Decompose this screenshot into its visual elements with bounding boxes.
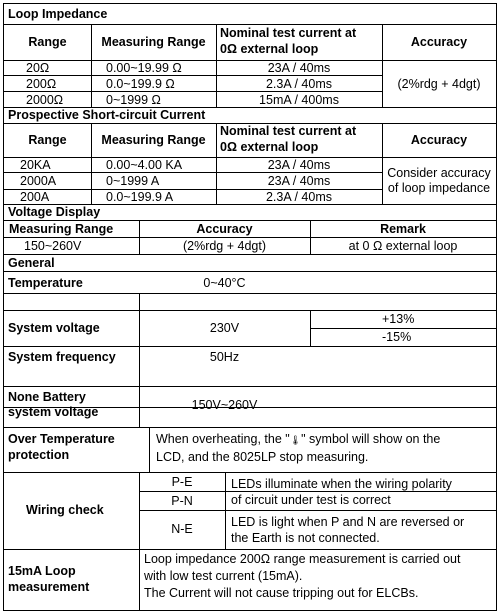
- text-over-temperature-line2: LCD, and the 8025LP stop measuring.: [156, 450, 369, 464]
- value-system-voltage: 230V: [209, 321, 240, 335]
- rule: [4, 237, 496, 238]
- cell-remark: at 0 Ω external loop: [348, 239, 458, 253]
- cell-range: 20KA: [20, 158, 51, 172]
- cell-range: 2000A: [20, 174, 57, 188]
- ot-text-a: When overheating, the ": [156, 432, 290, 446]
- label-system-voltage: System voltage: [8, 321, 100, 335]
- header-nominal-line2: 0Ω external loop: [220, 42, 319, 56]
- label-wiring-check: Wiring check: [26, 503, 104, 517]
- cell-current: 15mA / 400ms: [259, 93, 339, 107]
- cell-measuring: 0~1999 Ω: [106, 93, 161, 107]
- rule: [4, 24, 496, 25]
- cell-accuracy: (2%rdg + 4dgt): [397, 77, 481, 91]
- cell-measuring: 0.0~199.9 Ω: [106, 77, 175, 91]
- text-15ma-line2: with low test current (15mA).: [144, 569, 303, 583]
- rule: [4, 346, 496, 347]
- value-none-battery: 150V~260V: [191, 398, 258, 412]
- wiring-pe: P-E: [171, 475, 193, 489]
- rule: [4, 386, 496, 387]
- wiring-led2-line1: LED is light when P and N are reversed or: [231, 515, 465, 529]
- thermometer-icon: 🌡: [289, 435, 302, 445]
- cell-accuracy-line1: Consider accuracy: [387, 166, 491, 180]
- cell-measuring: 0.00~19.99 Ω: [106, 61, 182, 75]
- label-over-temperature-line1: Over Temperature: [8, 432, 115, 446]
- header-range: Range: [28, 133, 67, 147]
- cell-measuring: 0.00~4.00 KA: [106, 158, 183, 172]
- cell-current: 2.3A / 40ms: [265, 190, 332, 204]
- wiring-led1-line1: LEDs illuminate when the wiring polarity: [231, 477, 452, 491]
- rule: [4, 310, 496, 311]
- cell-measuring: 0.0~199.9 A: [106, 190, 174, 204]
- value-system-frequency: 50Hz: [209, 350, 240, 364]
- rule: [310, 310, 311, 346]
- rule: [4, 220, 496, 221]
- rule: [4, 549, 496, 550]
- text-over-temperature-line1: [156, 432, 440, 448]
- header-nominal-line1: Nominal test current at: [220, 124, 357, 138]
- cell-current: 23A / 40ms: [267, 158, 331, 172]
- cell-measuring: 0~1999 A: [106, 174, 160, 188]
- rule: [4, 472, 496, 473]
- rule: [225, 472, 226, 549]
- value-tolerance-minus: -15%: [382, 330, 412, 344]
- spec-table: [3, 3, 497, 611]
- section-title-voltage: Voltage Display: [8, 205, 101, 219]
- wiring-led1-line2: of circuit under test is correct: [231, 493, 391, 507]
- header-accuracy: Accuracy: [410, 35, 468, 49]
- rule: [139, 510, 496, 511]
- cell-range: 200Ω: [26, 77, 57, 91]
- header-measuring-range: Measuring Range: [101, 35, 206, 49]
- rule: [310, 328, 496, 329]
- cell-range: 2000Ω: [26, 93, 64, 107]
- header-remark: Remark: [380, 222, 426, 236]
- header-measuring-range: Measuring Range: [101, 133, 206, 147]
- cell-range: 150~260V: [24, 239, 82, 253]
- header-nominal-line2: 0Ω external loop: [220, 140, 319, 154]
- header-accuracy: Accuracy: [196, 222, 253, 236]
- cell-current: 2.3A / 40ms: [265, 77, 332, 91]
- rule: [4, 427, 496, 428]
- cell-range: 20Ω: [26, 61, 50, 75]
- rule: [4, 254, 496, 255]
- wiring-pn: P-N: [171, 494, 193, 508]
- label-system-frequency: System frequency: [8, 350, 116, 364]
- cell-accuracy-line2: of loop impedance: [387, 181, 491, 195]
- header-accuracy: Accuracy: [410, 133, 468, 147]
- ot-text-b: " symbol will show on the: [301, 432, 441, 446]
- rule: [4, 293, 496, 294]
- wiring-led2-line2: the Earth is not connected.: [231, 531, 380, 545]
- label-none-battery-line2: system voltage: [8, 405, 99, 419]
- label-none-battery-line1: None Battery: [8, 390, 86, 404]
- cell-current: 23A / 40ms: [267, 174, 331, 188]
- cell-current: 23A / 40ms: [267, 61, 331, 75]
- rule: [139, 549, 140, 610]
- label-over-temperature-line2: protection: [8, 448, 70, 462]
- header-range: Range: [28, 35, 67, 49]
- label-temperature: Temperature: [8, 276, 83, 290]
- section-title-general: General: [8, 256, 55, 270]
- value-tolerance-plus: +13%: [382, 312, 415, 326]
- label-15ma-line2: measurement: [8, 580, 90, 594]
- wiring-ne: N-E: [171, 522, 193, 536]
- rule: [149, 427, 150, 472]
- rule: [4, 271, 496, 272]
- section-title-psc: Prospective Short-circuit Current: [8, 108, 206, 122]
- cell-accuracy: (2%rdg + 4dgt): [182, 239, 267, 253]
- header-nominal-line1: Nominal test current at: [220, 26, 357, 40]
- value-temperature: 0~40°C: [203, 276, 246, 290]
- cell-range: 200A: [20, 190, 50, 204]
- section-title-loop-impedance: Loop Impedance: [8, 7, 108, 21]
- label-15ma-line1: 15mA Loop: [8, 564, 76, 578]
- text-15ma-line1: Loop impedance 200Ω range measurement is carried out: [144, 552, 461, 566]
- header-measuring-range: Measuring Range: [9, 222, 114, 236]
- text-15ma-line3: The Current will not cause tripping out for ELCBs.: [144, 586, 419, 600]
